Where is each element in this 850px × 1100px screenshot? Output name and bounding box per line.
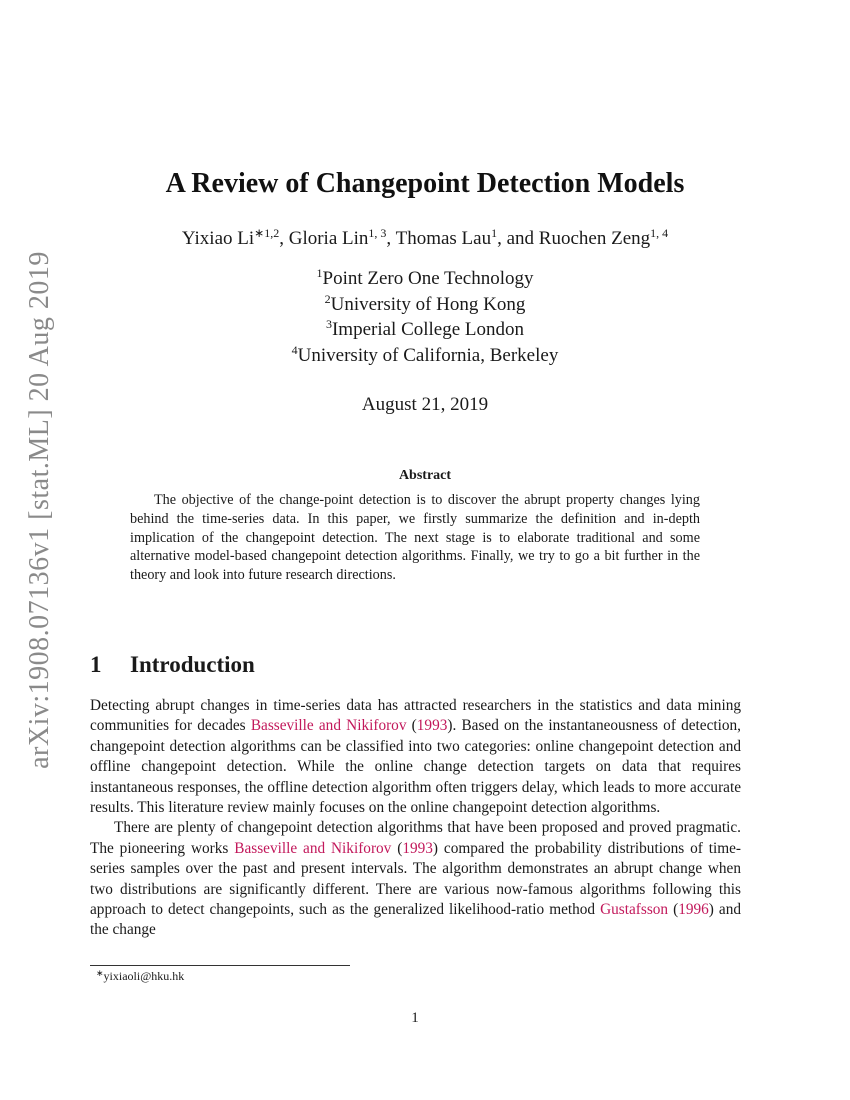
citation-paren: ) <box>432 839 439 857</box>
citation-paren: ( <box>391 839 403 857</box>
abstract-text: The objective of the change-point detection is to discover the abrupt property changes lying behind the time-series data. In this paper, we firstly summarize the definition and in-depth implication of the changepoint detection. The next stage is to elaborate traditional and some alternative model-based changepoint detection algorithms. Finally, we try to go a bit further in the theory and look into future research directions. <box>130 492 700 584</box>
publication-date: August 21, 2019 <box>361 394 489 415</box>
footnote-mark: ∗ <box>96 968 104 978</box>
citation-year-link[interactable]: 1993 <box>416 717 448 735</box>
affiliation-mark: 2 <box>324 291 331 306</box>
author-name: Yixiao Li <box>181 228 255 249</box>
footnote-divider <box>90 965 350 966</box>
paragraph-text: Based on the instantaneousness of detection, changepoint detection algorithms can be classified into two categories: online changepoint detection and offline changepoint detection. While the online change detection targets on data that requires instantaneous responses, the offline detection algorithm often triggers delay, which leads to more accurate results. This literature review mainly focuses on the online changepoint detection algorithms. <box>90 717 741 817</box>
section-title: Introduction <box>130 652 255 677</box>
arxiv-stamp-text: arXiv:1908.07136v1 [stat.ML] 20 Aug 2019 <box>24 251 55 769</box>
affiliation <box>0 292 850 318</box>
affiliation <box>0 317 850 343</box>
paper-title: A Review of Changepoint Detection Models <box>165 168 685 199</box>
author-affiliation-mark: 1, 3 <box>368 226 387 240</box>
abstract-heading: Abstract <box>398 468 452 483</box>
author-name: Thomas Lau <box>395 228 492 249</box>
affiliation-name: Imperial College London <box>331 319 525 340</box>
footnote <box>96 969 184 984</box>
affiliation-mark: 3 <box>325 317 332 331</box>
author-separator: , <box>386 228 396 249</box>
affiliation <box>0 343 850 369</box>
author-affiliation-mark[interactable]: ∗1,2 <box>254 226 280 240</box>
author-name: Gloria Lin <box>288 228 369 249</box>
affiliation-name: University of California, Berkeley <box>297 344 559 366</box>
citation-paren: ). <box>447 717 457 735</box>
author-affiliation-mark: 1 <box>491 226 498 240</box>
paragraph <box>90 696 741 818</box>
author-separator: , <box>279 228 289 249</box>
author-affiliation-mark: 1, 4 <box>650 226 669 240</box>
affiliation-list <box>0 266 850 368</box>
citation-paren: ( <box>668 901 679 919</box>
paragraph-text: compared the probability distributions of time-series samples over the past and present intervals. The algorithm demonstrates an abrupt change when two distributions are significantly different. There are various now-famous algorithms following this approach to detect changepoints, such as the generalized likelihood-ratio method <box>90 839 741 919</box>
affiliation-mark: 1 <box>316 266 323 280</box>
affiliation-name: University of Hong Kong <box>330 293 526 315</box>
citation-paren: ) <box>708 901 714 919</box>
footnote-email: yixiaoli@hku.hk <box>103 969 185 983</box>
page-number: 1 <box>411 1010 419 1026</box>
paragraph <box>90 818 741 940</box>
citation-link[interactable]: Gustafsson <box>600 901 669 919</box>
citation-year-link[interactable]: 1996 <box>678 901 709 919</box>
author-separator: , and <box>497 228 539 249</box>
paragraph-text: and the change <box>90 901 742 939</box>
author-list <box>0 228 850 250</box>
citation-link[interactable]: Basseville and Nikiforov <box>250 717 407 735</box>
section-heading <box>90 652 255 678</box>
affiliation-mark: 4 <box>291 342 298 357</box>
section-number: 1 <box>90 652 102 677</box>
body-text <box>90 696 741 941</box>
citation-paren: ( <box>406 717 417 735</box>
citation-year-link[interactable]: 1993 <box>402 839 433 857</box>
paragraph-text: Detecting abrupt changes in time-series data has attracted researchers in the statistics and data mining communities for decades <box>90 697 741 735</box>
affiliation-name: Point Zero One Technology <box>322 268 534 289</box>
citation-link[interactable]: Basseville and Nikiforov <box>234 839 392 857</box>
author-name: Ruochen Zeng <box>538 228 651 249</box>
paragraph-text: There are plenty of changepoint detection algorithms that have been proposed and proved pragmatic. The pioneering works <box>90 819 741 857</box>
affiliation <box>0 266 850 292</box>
